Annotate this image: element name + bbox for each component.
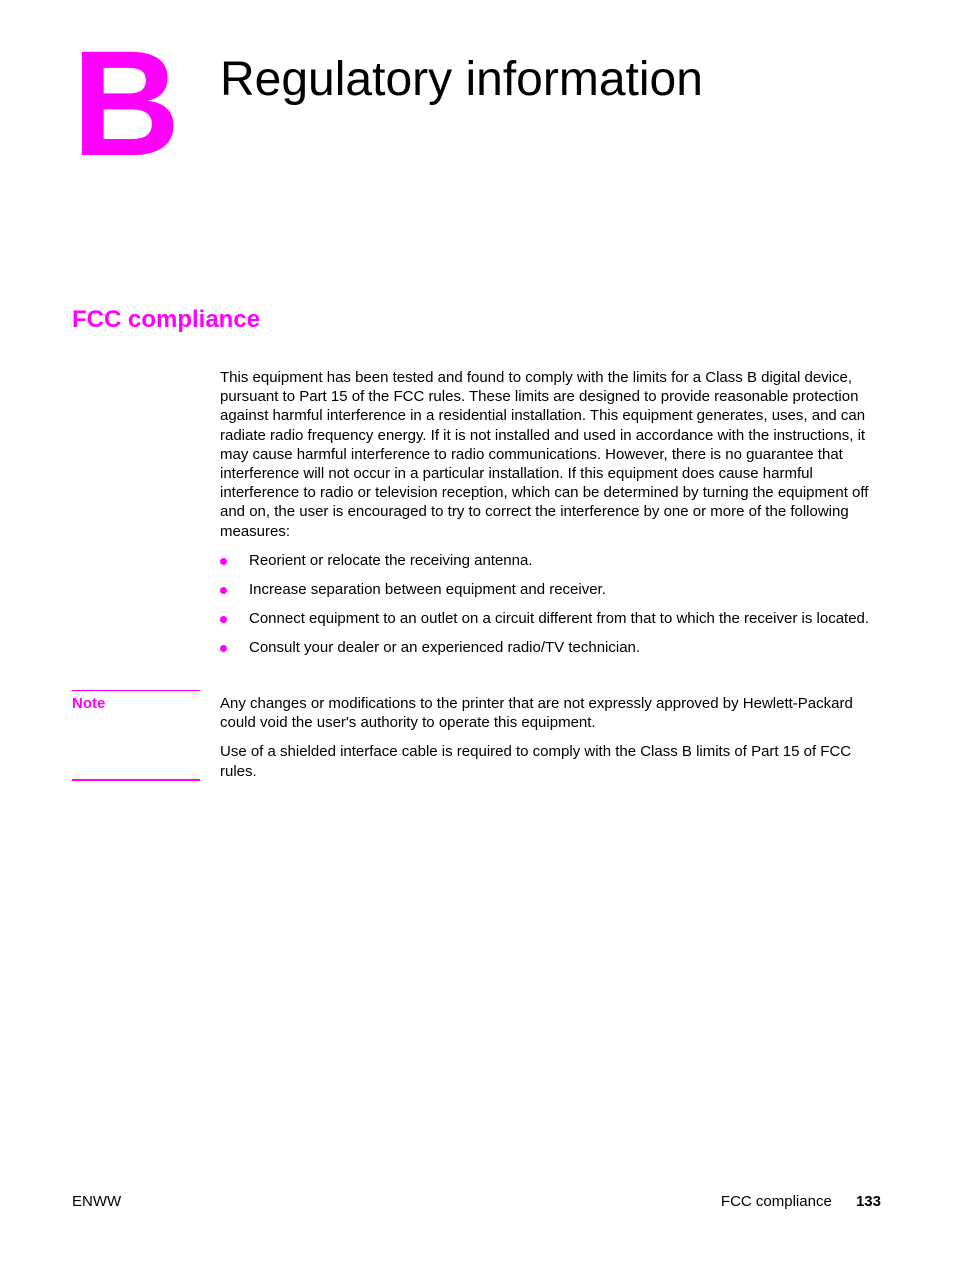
bullet-icon [220, 616, 227, 623]
measures-list [220, 551, 880, 658]
footer-left-label: ENWW [72, 1193, 122, 1210]
note-bottom-divider [72, 779, 200, 781]
bullet-icon [220, 558, 227, 565]
note-label: Note [72, 695, 106, 712]
fcc-paragraph: This equipment has been tested and found to comply with the limits for a Class B digital device, pursuant to Part 15 of the FCC rules. These limits are designed to provide reasonable protection against harmful interference in a residential installation. This equipment generates, uses, and can radiate radio frequency energy. If it is not installed and used in accordance with the instructions, it may cause harmful interference to radio communications. However, there is no guarantee that interference will not occur in a particular installation. If this equipment does cause harmful interference to radio or television reception, which can be determined by turning the equipment off and on, the user is encouraged to try to correct the interference by one or more of the following measures: [220, 369, 869, 540]
list-item [220, 580, 880, 599]
footer-section-name: FCC compliance [720, 1193, 832, 1210]
list-item-text: Connect equipment to an outlet on a circuit different from that to which the receiver is located. [249, 610, 870, 628]
chapter-title: Regulatory information [220, 53, 703, 106]
note-paragraph: Any changes or modifications to the printer that are not expressly approved by Hewlett-Packard could void the user's authority to operate this equipment. [220, 695, 853, 732]
list-item-text: Reorient or relocate the receiving antenna. [249, 551, 533, 569]
list-item-text: Increase separation between equipment and receiver. [249, 581, 606, 599]
list-item-text: Consult your dealer or an experienced radio/TV technician. [249, 639, 641, 657]
chapter-letter: B [72, 19, 179, 187]
list-item [220, 609, 880, 628]
section-heading: FCC compliance [72, 306, 261, 333]
bullet-icon [220, 645, 227, 652]
note-top-divider [72, 690, 200, 691]
note-paragraph: Use of a shielded interface cable is required to comply with the Class B limits of Part 15 of FCC rules. [220, 743, 852, 780]
list-item [220, 551, 880, 570]
page-number: 133 [855, 1193, 881, 1210]
note-body [220, 694, 880, 791]
bullet-icon [220, 587, 227, 594]
list-item [220, 638, 880, 657]
footer-right [721, 1193, 881, 1210]
section-body [220, 368, 880, 668]
